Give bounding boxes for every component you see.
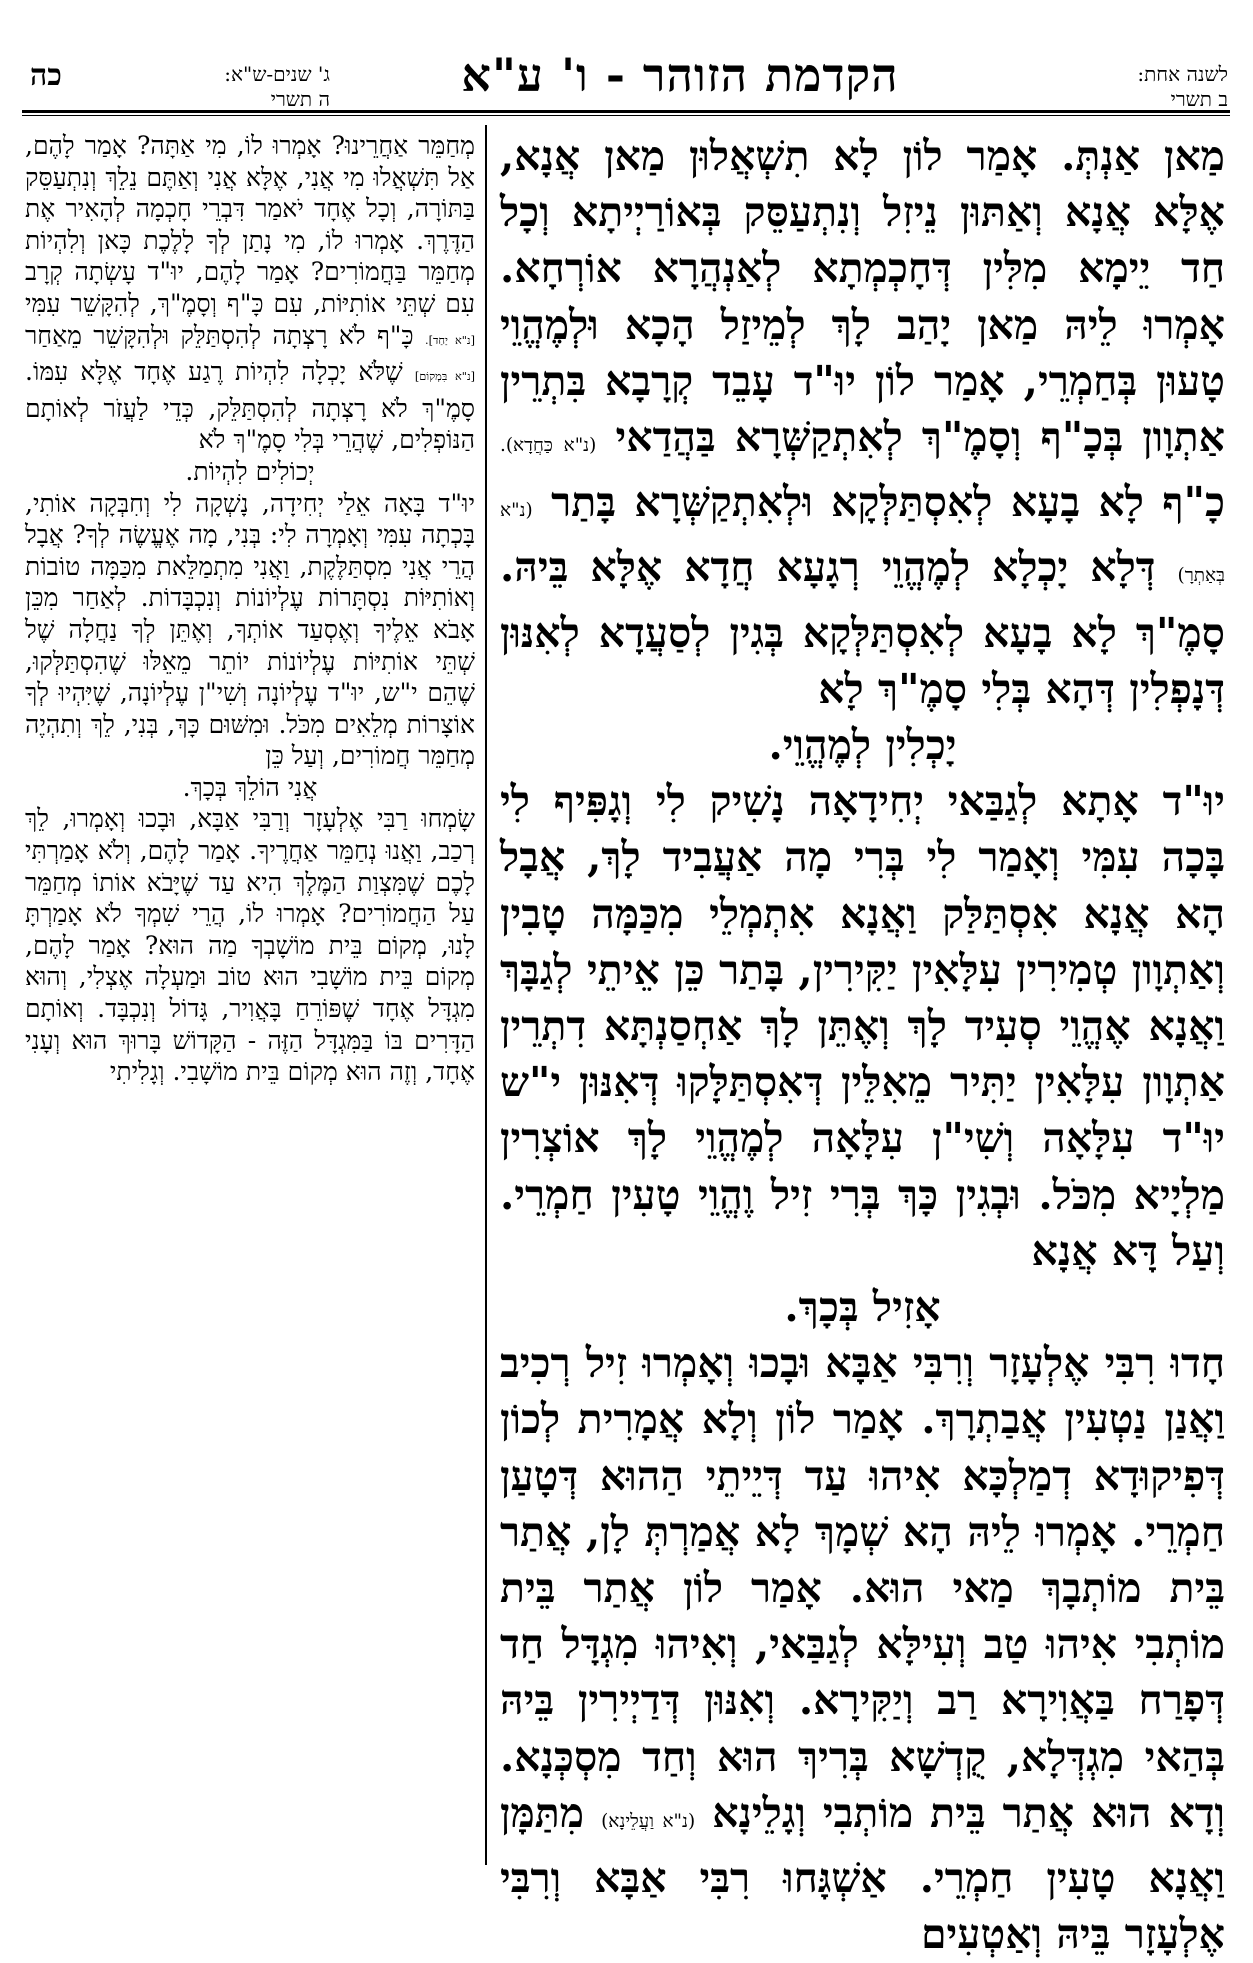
column-divider — [485, 125, 487, 1865]
main-paragraph-2-end: אָזִיל בְּכָךְ. — [784, 1283, 941, 1332]
header-rule-thin — [22, 115, 1230, 116]
aramaic-text-column — [500, 128, 1225, 1959]
side-paragraph-3: שָׂמְחוּ רַבִּי אֶלְעָזָר וְרַבִּי אַבָּא, וּבָכוּ וְאָמְרוּ, לֵךְ רְכַב, וַאֲנוּ נְחַמֵּר אַחֲרֶיךָ. אָמַר לָהֶם, וְלֹא אָמַרְתִּי לָכֶם שֶׁמִּצְוַת הַמֶּלֶךְ הִיא עַד שֶׁיָּבֹא אוֹתוֹ מְחַמֵּר עַל הַחֲמוֹרִים? אָמְרוּ לוֹ, הֲרֵי שִׁמְךָ לֹא אָמַרְתָּ לָנוּ, מְקוֹם בֵּית מוֹשָׁבְךָ מַה הוּא? אָמַר לָהֶם, מְקוֹם בֵּית מוֹשָׁבִי הוּא טוֹב וּמַעְלָה אֶצְלִי, וְהוּא מִגְדָּל אֶחָד שֶׁפּוֹרֵחַ בָּאֲוִיר, גָּדוֹל וְנִכְבָּד. וְאוֹתָם הַדָּרִים בּוֹ בַּמִּגְדָּל הַזֶּה - הַקָּדוֹשׁ בָּרוּךְ הוּא וְעָנִי אֶחָד, וְזֶה הוּא מְקוֹם בֵּית מוֹשָׁבִי. וְגָלִיתִי — [25, 804, 475, 1087]
variant-note: (נ"א בְּאַתְרָ) — [500, 500, 1225, 587]
page-number: כה — [30, 58, 62, 93]
side-paragraph-1-end: יְכוֹלִים לִהְיוֹת. — [185, 456, 315, 486]
main-paragraph-1-end: יָכְלִין לְמֶהֱוֵי. — [768, 721, 957, 770]
page-title: הקדמת הזוהר - ו' ע"א — [461, 48, 899, 102]
hebrew-translation-column — [25, 130, 475, 1870]
header-left-line2: ה תשרי — [270, 87, 330, 111]
main-paragraph-2: יוּ"ד אָתָא לְגַבַּאי יְחִידָאָה נָשִׁיק לִי וְגָפִּיף לִי בָּכָה עִמִּי וְאָמַר לִי בְּרִי מָה אַעֲבִיד לָךְ, אֲבָל הָא אֲנָא אִסְתַּלַּק וַאֲנָא אִתְמְלֵי מִכַּמָּה טָבִין וְאַתְוָון טְמִירִין עִלָּאִין יַקִּירִין, בָּתַר כֵּן אֵיתֵי לְגַבָּךְ וַאֲנָא אֶהֱוֵי סְעִיד לָךְ וְאֶתֵּן לָךְ אַחְסַנְתָּא דִתְרֵין אַתְוָון עִלָּאִין יַתִּיר מֵאִלֵּין דְּאִסְתַּלָּקוּ דְּאִנּוּן י"ש יוּ"ד עִלָּאָה וְשִׁי"ן עִלָּאָה לְמֶהֱוֵי לָךְ אוֹצְרִין מַלְיָיא מִכֹּל. וּבְגִין כָּךְ בְּרִי זִיל וֶהֱוֵי טָעִין חַמְרֵי. וְעַל דָּא אֲנָא — [500, 777, 1225, 1275]
side-paragraph-1 — [25, 130, 475, 456]
header-right-line1: לשנה אחת: — [1137, 62, 1228, 86]
main-text: מַאן אַנְתְּ. אָמַר לוֹן לָא תִשְׁאֲלוּן מַאן אֲנָא, אֶלָּא אֲנָא וְאַתּוּן נֵיזִל וְנִתְעַסֵּק בְּאוֹרַיְיתָא וְכָל חַד יֵימָא מִלִּין דְּחָכְמְתָא לְאַנְהֲרָא אוֹרְחָא. אָמְרוּ לֵיהּ מַאן יָהַב לָךְ לְמֵיזַל הָכָא וּלְמֶהֱוֵי טָעוּן בְּחַמְרֵי, אָמַר לוֹן יוּ"ד עָבֵד קְרָבָא בִּתְרֵין אַתְוָון בְּכָ"ף וְסָמֶ"ךְ לְאִתְקַשְּׁרָא בַּהֲדַאי — [500, 132, 1225, 462]
variant-note: [נ"א יַחַד]. — [425, 333, 475, 347]
main-text: דְּלָא יָכְלָא לְמֶהֱוֵי רְגָעָא חֲדָא אֶלָּא בֵּיהּ. סָמֶ"ךְ לָא בָעָא לְאִסְתַּלְּקָא בְּגִין לְסַעֲדָא לְאִנּוּן דְּנָפְלִין דְּהָא בְּלִי סָמֶ"ךְ לָא — [500, 543, 1225, 713]
main-paragraph-1 — [500, 128, 1225, 717]
side-text: שֶׁלֹּא יָכְלָה לִהְיוֹת רֶגַע אֶחָד אֶלָּא עִמּוֹ. סָמֶ"ךְ לֹא רָצְתָה לְהִסְתַּלֵּק, כְּדֵי לַעֲזֹר לְאוֹתָם הַנּוֹפְלִים, שֶׁהֲרֵי בְּלִי סָמֶ"ךְ לֹא — [25, 357, 475, 455]
main-text: מִתַּמָּן וַאֲנָא טָעִין חַמְרֵי. אַשְׁגָּחוּ רִבִּי אַבָּא וְרִבִּי אֶלְעָזָר בֵּיהּ וְאַטְעִים — [500, 1788, 1225, 1959]
main-paragraph-3 — [500, 1335, 1225, 1962]
page-header — [0, 0, 1253, 110]
main-text: חָדוּ רִבִּי אֶלְעָזָר וְרִבִּי אַבָּא וּבָכוּ וְאָמְרוּ זִיל רְכִיב וַאֲנַן נַטְעִין אֲבַתְרָךְ. אָמַר לוֹן וְלָא אֲמָרִית לְכוֹן דְּפִיקוּדָא דְמַלְכָּא אִיהוּ עַד דְּיֵיתֵי הַהוּא דְּטָעַן חַמְרֵי. אָמְרוּ לֵיהּ הָא שְׁמָךְ לָא אֲמַרְתְּ לָן, אֲתַר בֵּית מוֹתְבָךְ מַאי הוּא. אָמַר לוֹן אֲתַר בֵּית מוֹתְבִי אִיהוּ טַב וְעִילָּא לְגַבַּאי, וְאִיהוּ מִגְדָּל חַד דְּפָרַח בַּאֲוִירָא רַב וְיַקִּירָא. וְאִנּוּן דְּדַיְירִין בֵּיהּ בְּהַאי מִגְדְּלָא, קֻדְשָׁא בְּרִיךְ הוּא וְחַד מִסְכְּנָא. וְדָא הוּא אֲתַר בֵּית מוֹתְבִי וְגָלֵינָא — [500, 1339, 1225, 1837]
header-rule — [22, 110, 1230, 113]
variant-note: (נ"א וַעֲלֵינָא) — [601, 1810, 696, 1832]
main-text: כָ"ף לָא בָעָא לְאִסְתַּלְּקָא וּלְאִתְקַשְּׁרָא בָּתַר — [551, 478, 1225, 527]
side-paragraph-2: יוּ"ד בָּאָה אֵלַי יְחִידָה, נָשְׁקָה לִי וְחִבְּקָה אוֹתִי, בָּכְתָה עִמִּי וְאָמְרָה לִי: בְּנִי, מָה אֶעֱשֶׂה לְךָ? אֲבָל הֲרֵי אֲנִי מִסְתַּלֶּקֶת, וַאֲנִי מִתְמַלֵּאת מִכַּמָּה טוֹבוֹת וְאוֹתִיּוֹת נִסְתָּרוֹת עֶלְיוֹנוֹת וְנִכְבָּדוֹת. לְאַחַר מִכֵּן אָבֹא אֵלֶיךָ וְאֶסְעַד אוֹתְךָ, וְאֶתֵּן לְךָ נַחֲלָה שֶׁל שְׁתֵּי אוֹתִיּוֹת עֶלְיוֹנוֹת יוֹתֵר מֵאֵלּוּ שֶׁהִסְתַּלְּקוּ, שֶׁהֵם י"ש, יוּ"ד עֶלְיוֹנָה וְשִׁי"ן עֶלְיוֹנָה, שֶׁיִּהְיוּ לְךָ אוֹצָרוֹת מְלֵאִים מִכֹּל. וּמִשּׁוּם כָּךְ, בְּנִי, לֵךְ וְתִהְיֶה מְחַמֵּר חֲמוֹרִים, וְעַל כֵּן — [25, 488, 475, 771]
side-paragraph-2-end: אֲנִי הוֹלֵךְ בְּכָךְ. — [182, 772, 318, 802]
side-text: כָּ"ף לֹא רָצְתָה לְהִסְתַּלֵּק וּלְהִקָּשֵׁר מֵאַחַר — [25, 320, 414, 350]
header-right-label — [1038, 62, 1228, 112]
header-left-label — [140, 62, 330, 112]
header-left-line1: ג' שנים-ש"א: — [224, 62, 330, 86]
variant-note: (נ"א כַּחֲדָא). — [500, 435, 597, 457]
variant-note: [נ"א בִּמְקוֹם] — [414, 370, 475, 384]
header-right-line2: ב תשרי — [1170, 87, 1228, 111]
side-text: מְחַמֵּר אַחֲרֵינוּ? אָמְרוּ לוֹ, מִי אַתָּה? אָמַר לָהֶם, אַל תִּשְׁאֲלוּ מִי אֲנִי, אֶלָּא אֲנִי וְאַתֶּם נֵלֵךְ וְנִתְעַסֵּק בַּתּוֹרָה, וְכָל אֶחָד יֹאמַר דִּבְרֵי חָכְמָה לְהָאִיר אֶת הַדֶּרֶךְ. אָמְרוּ לוֹ, מִי נָתַן לְךָ לָלֶכֶת כָּאן וְלִהְיוֹת מְחַמֵּר בַּחֲמוֹרִים? אָמַר לָהֶם, יוּ"ד עָשְׂתָה קְרָב עִם שְׁתֵּי אוֹתִיּוֹת, עִם כָּ"ף וְסָמֶ"ךְ, לְהִקָּשֵׁר עִמִּי — [25, 131, 475, 318]
